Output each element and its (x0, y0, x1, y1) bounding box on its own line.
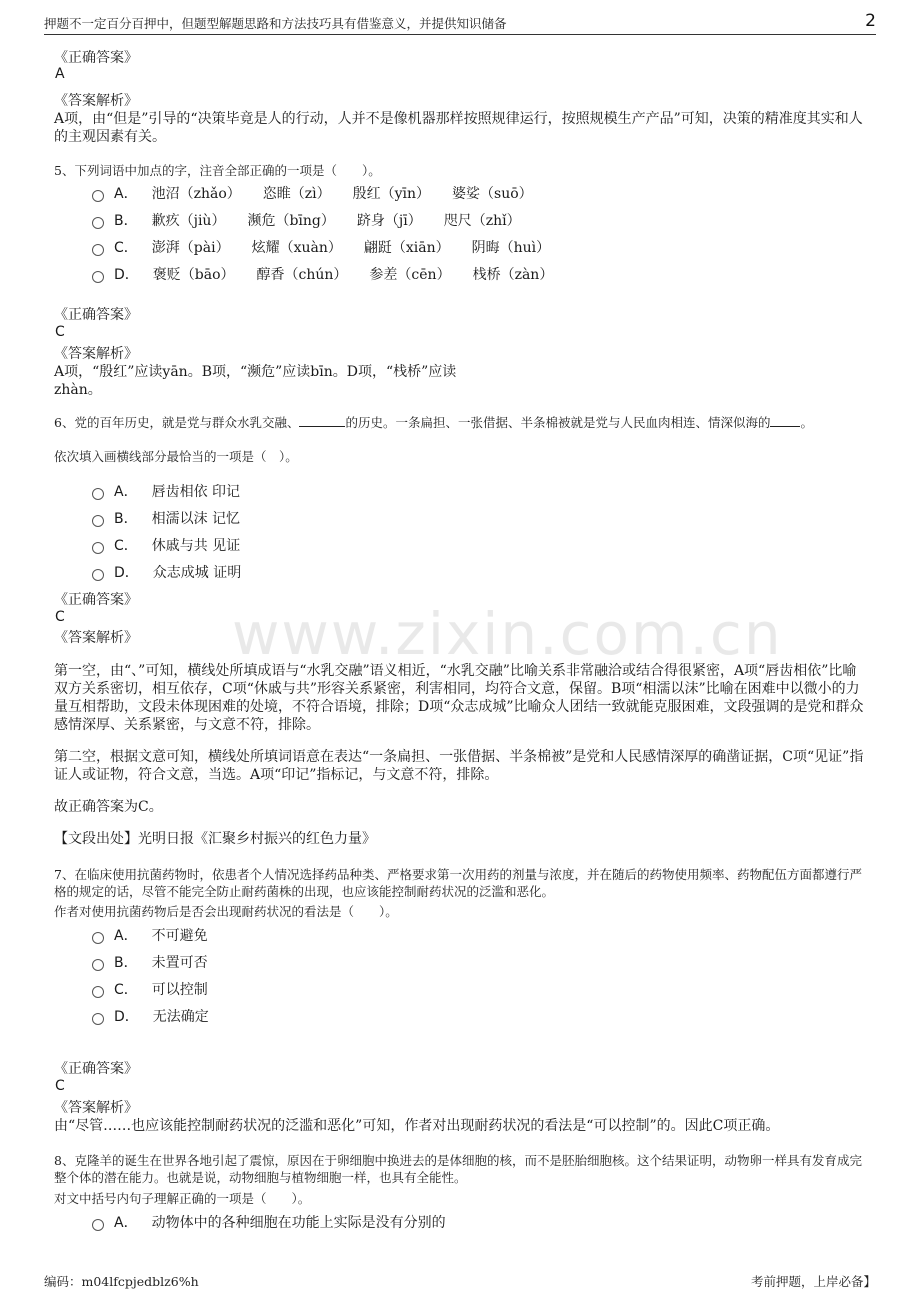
question-8-stem: 8、克隆羊的诞生在世界各地引起了震惊，原因在于卵细胞中换进去的是体细胞的核，而不是胚胎细胞核。这个结果证明，动物卵一样具有发育成完整个体的潜在能力。也就是说，动物细胞与植物细胞一样，也具有全能性。 (54, 1153, 862, 1185)
radio-icon[interactable] (92, 986, 104, 998)
analysis-label: 《答案解析》 (54, 1100, 138, 1116)
correct-answer-value: C (55, 1078, 65, 1094)
header-text: 押题不一定百分百押中，但题型解题思路和方法技巧具有借鉴意义，并提供知识储备 (44, 16, 507, 31)
radio-icon[interactable] (92, 1013, 104, 1025)
question-5-option-b[interactable]: B． 歉疚（jiù） 濒危（bīng） 跻身（jī） 咫尺（zhǐ） (92, 210, 543, 230)
question-5-option-a[interactable]: A． 池沼（zhǎo） 恣睢（zì） 殷红（yīn） 婆娑（suō） (92, 183, 555, 203)
analysis-paragraph-2: 第二空，根据文意可知，横线处所填词语意在表达“一条扁担、一张借据、半条棉被”是党和人民感情深厚的确凿证据，C项“见证”指证人或证物，符合文意，当选。A项“印记”指标记，与文意不符，排除。 (54, 749, 864, 783)
correct-answer-label: 《正确答案》 (54, 592, 138, 608)
radio-icon[interactable] (92, 244, 104, 256)
analysis-conclusion: 故正确答案为C。 (54, 799, 163, 815)
radio-icon[interactable] (92, 271, 104, 283)
correct-answer-label: 《正确答案》 (54, 50, 138, 66)
correct-answer-value: C (55, 324, 65, 340)
footer-code: 编码：m04lfcpjedblz6%h (44, 1274, 199, 1289)
question-7-stem2: 作者对使用抗菌药物后是否会出现耐药状况的看法是（ ）。 (54, 904, 398, 919)
radio-icon[interactable] (92, 1219, 104, 1231)
question-6-stem: 6、党的百年历史，就是党与群众水乳交融、 的历史。一条扁担、一张借据、半条棉被就是党与人民血肉相连、情深似海的 。 (54, 415, 813, 430)
question-7-option-a[interactable]: A． 不可避免 (92, 925, 208, 945)
analysis-paragraph-1: 第一空，由“、”可知，横线处所填成语与“水乳交融”语义相近，“水乳交融”比喻关系非常融洽或结合得很紧密，A项“唇齿相依”比喻双方关系密切，相互依存，C项“休戚与共”形容关系紧密，利害相同，均符合文意，保留。B项“相濡以沫”比喻在困难中以微小的力量互相帮助，文段未体现困难的处境，不符合语境，排除；D项“众志成城”比喻众人团结一致就能克服困难，文段强调的是党和群众感情深厚、关系紧密，与文意不符，排除。 (54, 663, 864, 733)
radio-icon[interactable] (92, 190, 104, 202)
correct-answer-label: 《正确答案》 (54, 1061, 138, 1077)
question-8-option-a[interactable]: A． 动物体中的各种细胞在功能上实际是没有分别的 (92, 1212, 446, 1232)
radio-icon[interactable] (92, 959, 104, 971)
question-6-option-c[interactable]: C． 休戚与共 见证 (92, 535, 240, 555)
analysis-label: 《答案解析》 (54, 346, 138, 362)
source-citation: 【文段出处】光明日报《汇聚乡村振兴的红色力量》 (54, 831, 376, 847)
question-6-option-a[interactable]: A． 唇齿相依 印记 (92, 481, 240, 501)
radio-icon[interactable] (92, 932, 104, 944)
question-7-option-c[interactable]: C． 可以控制 (92, 979, 208, 999)
radio-icon[interactable] (92, 515, 104, 527)
analysis-label: 《答案解析》 (54, 93, 138, 109)
question-6-option-d[interactable]: D． 众志成城 证明 (92, 562, 241, 582)
question-6-option-b[interactable]: B． 相濡以沫 记忆 (92, 508, 240, 528)
analysis-label: 《答案解析》 (54, 630, 138, 646)
footer-slogan: 考前押题，上岸必备】 (750, 1274, 876, 1289)
radio-icon[interactable] (92, 542, 104, 554)
radio-icon[interactable] (92, 488, 104, 500)
question-5-option-d[interactable]: D． 褒贬（bāo） 醇香（chún） 参差（cēn） 栈桥（zàn） (92, 264, 575, 284)
page-number: 2 (865, 11, 876, 31)
analysis-text: A项，“殷红”应读yān。B项，“濒危”应读bīn。D项，“栈桥”应读 (54, 364, 457, 380)
analysis-text: zhàn。 (54, 382, 102, 398)
page-header (44, 11, 876, 35)
watermark: www.zixin.com.cn (232, 600, 783, 668)
radio-icon[interactable] (92, 217, 104, 229)
question-5-stem: 5、下列词语中加点的字，注音全部正确的一项是（ ）。 (54, 163, 381, 178)
question-7-stem: 7、在临床使用抗菌药物时，依患者个人情况选择药品种类、严格要求第一次用药的剂量与浓度，并在随后的药物使用频率、药物配伍方面都遵行严格的规定的话，尽管不能完全防止耐药菌株的出现，也应该能控制耐药状况的泛滥和恶化。 (54, 867, 862, 899)
analysis-text: 由“尽管……也应该能控制耐药状况的泛滥和恶化”可知，作者对出现耐药状况的看法是“可以控制”的。因此C项正确。 (54, 1118, 780, 1134)
question-5-option-c[interactable]: C． 澎湃（pài） 炫耀（xuàn） 翩跹（xiān） 阴晦（huì） (92, 237, 572, 257)
question-6-stem2: 依次填入画横线部分最恰当的一项是（ ）。 (54, 449, 298, 464)
correct-answer-value: C (55, 609, 65, 625)
correct-answer-value: A (55, 66, 65, 82)
correct-answer-label: 《正确答案》 (54, 307, 138, 323)
blank-line (770, 414, 800, 427)
question-7-option-b[interactable]: B． 未置可否 (92, 952, 208, 972)
question-7-option-d[interactable]: D． 无法确定 (92, 1006, 209, 1026)
blank-line (299, 414, 345, 427)
analysis-text: A项，由“但是”引导的“决策毕竟是人的行动，人并不是像机器那样按照规律运行，按照规模生产产品”可知，决策的精准度其实和人的主观因素有关。 (54, 111, 863, 145)
radio-icon[interactable] (92, 569, 104, 581)
question-8-stem2: 对文中括号内句子理解正确的一项是（ ）。 (54, 1191, 311, 1206)
